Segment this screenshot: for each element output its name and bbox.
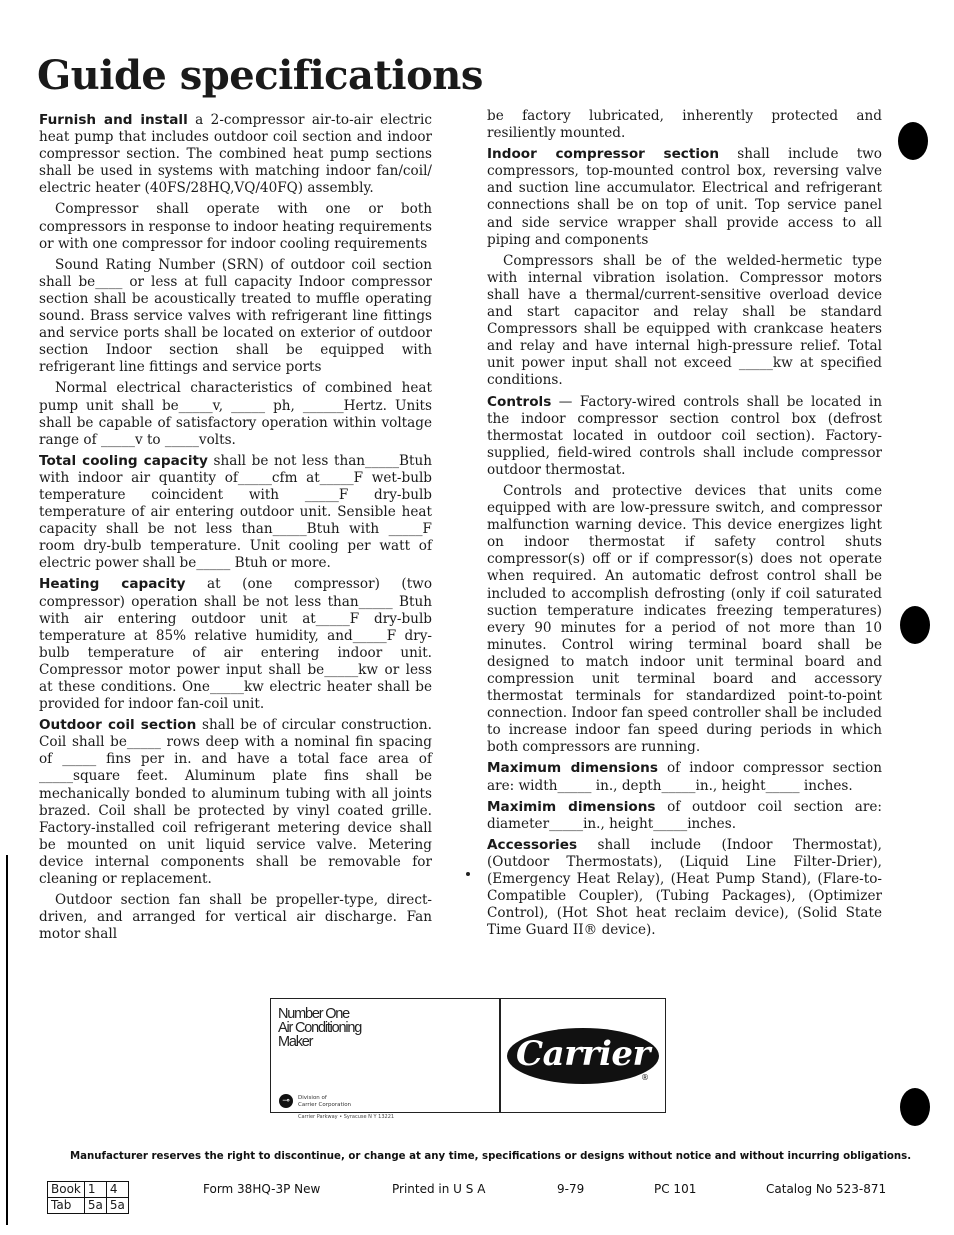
paragraph-text: of indoor compressor section are: width_____ in., depth_____in., height_____ inches. bbox=[487, 760, 882, 794]
paragraph-lead: Maximum dimensions bbox=[487, 760, 658, 777]
stray-mark bbox=[466, 872, 470, 876]
paragraph-lead: Furnish and install bbox=[39, 112, 188, 128]
tab-cell: 5a bbox=[106, 1198, 128, 1214]
logo-box bbox=[270, 998, 666, 1120]
paragraph-lead: Heating capacity bbox=[39, 576, 186, 593]
form-number: Form 38HQ-3P New bbox=[203, 1182, 321, 1196]
indoor-dimensions-paragraph bbox=[487, 760, 882, 794]
paragraph-text: shall be of circular construction. Coil shall be_____ rows deep with a nominal fin spacing of _____ fins per in. and have a total face area of _____square feet. Aluminum plate fins shall be mechanically bonded to aluminum tubing with all joints brazed. Coil shall be protected by vinyl coated grille. Factory-installed coil refrigerant metering device shall be mounted on unit liquid service valve. Metering device internal components shall be removable for cleaning or replacement. bbox=[39, 717, 432, 888]
division-line: Division of bbox=[298, 1095, 327, 1101]
carrier-division-icon: ⊸ bbox=[279, 1094, 293, 1108]
pc-code: PC 101 bbox=[654, 1182, 697, 1196]
paragraph-lead: Controls bbox=[487, 393, 552, 410]
carrier-logo bbox=[507, 1028, 659, 1084]
paragraph-lead: Total cooling capacity bbox=[39, 452, 208, 469]
paragraph-lead: Maximim dimensions bbox=[487, 798, 656, 815]
registered-mark: ® bbox=[641, 1073, 649, 1082]
page-title: Guide specifications bbox=[37, 52, 483, 99]
paragraph-text: shall be not less than_____Btuh with indoor air quantity of_____cfm at_____F wet-bulb temperature coincident with _____F dry-bulb temperature of air entering outdoor unit. Sensible heat capacity shall be not less than_____Btuh with _____F room dry-bulb temperature. Unit cooling per watt of electric power shall be_____ Btuh or more. bbox=[39, 452, 433, 572]
protective-devices-paragraph: Controls and protective devices that units come equipped with are low-pressure switch, and compressor malfunction warning device. This device energizes light on indoor thermostat if safety control shuts compressor(s) off or if compressor(s) does not operate when required. An automatic defrost control shall be included to accomplish defrosting (only if coil saturated suction temperature indicates freezing temperatures) every 90 minutes for a period of not more than 10 minutes. Control wiring terminal board shall be designed to match indoor unit terminal board and compression unit terminal board and accessory thermostat terminals for standardized point-to-point connection. Indoor fan speed controller shall be included to increase indoor fan speed during periods in which both compressors are running. bbox=[487, 482, 882, 756]
book-label: Book bbox=[48, 1182, 85, 1198]
paragraph-lead: Indoor compressor section bbox=[487, 146, 720, 163]
paragraph-lead: Outdoor coil section bbox=[39, 717, 197, 734]
paragraph-text: shall include two compressors, top-mounted control box, reversing valve and suction line accumulator. Electrical and refrigerant connections shall be on top of unit. Top service panel and side service wrapper shall provide access to all piping and components bbox=[487, 146, 882, 248]
furnish-install-paragraph bbox=[39, 112, 432, 197]
right-column bbox=[487, 108, 882, 943]
logo-divider bbox=[499, 999, 501, 1112]
book-tab-table bbox=[47, 1181, 129, 1214]
carrier-wordmark: Carrier bbox=[516, 1034, 650, 1074]
disclaimer: Manufacturer reserves the right to discontinue, or change at any time, specifications or designs without notice and without incurring obligations. bbox=[70, 1151, 912, 1162]
controls-paragraph bbox=[487, 394, 882, 479]
division-text bbox=[298, 1095, 351, 1108]
left-column bbox=[39, 112, 432, 947]
division-line: Carrier Corporation bbox=[298, 1101, 352, 1108]
heating-capacity-paragraph bbox=[39, 576, 432, 713]
electrical-paragraph: Normal electrical characteristics of combined heat pump unit shall be_____v, _____ ph, ______Hertz. Units shall be capable of satisfactory operation within voltage range of _____v to _____volts. bbox=[39, 380, 432, 448]
fan-motor-continued-paragraph: be factory lubricated, inherently protected and resiliently mounted. bbox=[487, 108, 882, 142]
paragraph-text: — Factory-wired controls shall be located in the indoor compressor section control box (defrost thermostat located in outdoor coil section). Factory-supplied, field-wired controls shall include compressor outdoor thermostat. bbox=[487, 393, 882, 478]
tab-label: Tab bbox=[48, 1198, 85, 1214]
address: Carrier Parkway • Syracuse N Y 13221 bbox=[298, 1114, 395, 1120]
outdoor-coil-paragraph bbox=[39, 717, 432, 888]
slogan-line: Number One bbox=[278, 1006, 350, 1022]
book-cell: 1 bbox=[84, 1182, 106, 1198]
paragraph-text: of outdoor coil section are: diameter_____in., height_____inches. bbox=[487, 798, 882, 832]
outdoor-fan-paragraph: Outdoor section fan shall be propeller-type, direct-driven, and arranged for vertical air discharge. Fan motor shall bbox=[39, 892, 432, 943]
indoor-compressor-paragraph bbox=[487, 146, 882, 249]
outdoor-dimensions-paragraph bbox=[487, 799, 882, 833]
slogan-line: Air Conditioning bbox=[278, 1020, 362, 1036]
paragraph-text: shall include (Indoor Thermostat), (Outdoor Thermostats), (Liquid Line Filter-Drier), (Emergency Heat Relay), (Heat Pump Stand), (Flare-to-Compatible Coupler), (Tubing Packages), (Optimizer Control), (Hot Shot heat reclaim device), (Solid State Time Guard II® device). bbox=[487, 836, 882, 939]
slogan bbox=[278, 1007, 361, 1049]
paragraph-lead: Accessories bbox=[487, 836, 578, 853]
sound-rating-paragraph: Sound Rating Number (SRN) of outdoor coil section shall be____ or less at full capacity Indoor compressor section shall be acoustically treated to muffle operating sound. Brass service valves with refrigerant line fittings and service ports shall be located on exterior of outdoor section Indoor section shall be equipped with refrigerant line fittings and service ports bbox=[39, 256, 432, 376]
compressor-operation-paragraph: Compressor shall operate with one or both compressors in response to indoor heating requirements or with one compressor for indoor cooling requirements bbox=[39, 201, 432, 252]
printed-in: Printed in U S A bbox=[392, 1182, 486, 1196]
page-edge-line bbox=[6, 855, 8, 1225]
compressors-paragraph: Compressors shall be of the welded-hermetic type with internal vibration isolation. Compressor motors shall have a thermal/current-sensitive overload device and start capacitor and relay shall be standard Compressors shall be equipped with crankcase heaters and relay and have internal high-pressure relief. Total unit power input shall not exceed _____kw at specified conditions. bbox=[487, 252, 882, 389]
binder-hole bbox=[900, 1088, 930, 1126]
binder-hole bbox=[898, 122, 928, 160]
paragraph-text: a 2-compressor air-to-air electric heat pump that includes outdoor coil section and indoor compressor section. The combined heat pump sections shall be used in systems with matching indoor fan/coil/ electric heater (40FS/28HQ,VQ/40FQ) assembly. bbox=[39, 112, 433, 197]
cooling-capacity-paragraph bbox=[39, 453, 432, 573]
slogan-line: Maker bbox=[278, 1034, 313, 1050]
print-date: 9-79 bbox=[557, 1182, 585, 1196]
binder-hole bbox=[900, 606, 930, 644]
accessories-paragraph bbox=[487, 837, 882, 940]
catalog-number: Catalog No 523-871 bbox=[766, 1182, 887, 1196]
book-cell: 4 bbox=[106, 1182, 128, 1198]
tab-cell: 5a bbox=[84, 1198, 106, 1214]
paragraph-text: at (one compressor) (two compressor) operation shall be not less than_____ Btuh with air entering outdoor unit at_____F dry-bulb temperature at 85% relative humidity, and_____F dry-bulb temperature of air entering indoor unit. Compressor motor power input shall be_____kw or less at these conditions. One_____kw electric heater shall be provided for indoor fan-coil unit. bbox=[39, 576, 432, 713]
